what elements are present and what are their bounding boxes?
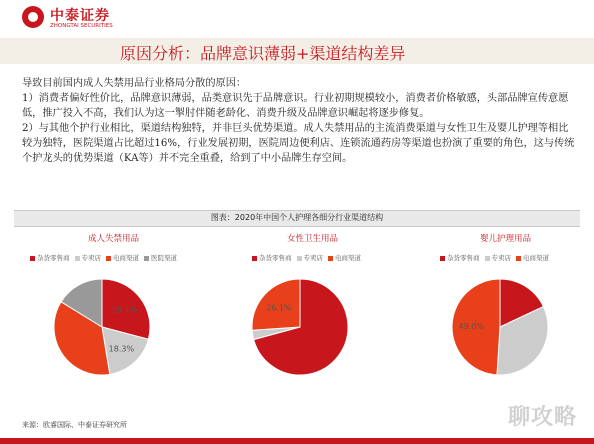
legend-item xyxy=(106,253,139,262)
chart-header xyxy=(14,210,580,227)
intro-paragraph: 导致目前国内成人失禁用品行业格局分散的原因： xyxy=(22,78,247,89)
legend-item xyxy=(485,253,512,262)
legend-swatch xyxy=(144,256,149,261)
legend-swatch xyxy=(252,256,257,261)
pie-1-legend xyxy=(30,253,182,262)
pie-3-title: 婴儿护理用品 xyxy=(480,234,532,244)
legend-label: 电商渠道 xyxy=(523,254,549,262)
legend-swatch xyxy=(328,256,333,261)
brand-name: 中泰证券 xyxy=(50,8,110,24)
legend-label: 医院渠道 xyxy=(151,254,177,262)
legend-swatch xyxy=(75,256,80,261)
point-1-paragraph: 1）消费者偏好性价比，品牌意识薄弱，品类意识先于品牌意识。行业初期规模较小，消费者价格敏感，头部品牌宣传意愿低，推广投入不高，我们认为这一掣肘伴随老龄化、消费升级及品牌意识崛起将逐步修复。 xyxy=(22,93,569,119)
page-title: 原因分析：品牌意识薄弱+渠道结构差异 xyxy=(120,44,406,63)
legend-item xyxy=(328,253,361,262)
pie-1-chart xyxy=(42,267,162,387)
pie-2-title: 女性卫生用品 xyxy=(287,234,339,244)
pie-2-legend xyxy=(252,253,366,262)
point-2-paragraph: 2）与其他个护行业相比，渠道结构独特，并非巨头优势渠道。成人失禁用品的主流消费渠道与女性卫生及婴儿护理等相比较为独特，医院渠道占比超过16%，行业发展初期，医院周边便利店、连锁流通药房等渠道也扮演了重要的角色，这与传统个护龙头的优势渠道（KA等）并不完全重叠，给到了中小品牌生存空间。 xyxy=(22,123,575,164)
legend-swatch xyxy=(485,256,490,261)
legend-item xyxy=(516,253,549,262)
header xyxy=(0,0,594,36)
legend-label: 专卖店 xyxy=(81,254,101,262)
brand-name-en: ZHONGTAI SECURITIES xyxy=(50,23,113,29)
pie-data-label: 29.1% xyxy=(112,305,138,315)
legend-swatch xyxy=(297,256,302,261)
pie-data-label: 26.1% xyxy=(266,303,292,313)
bottom-bar xyxy=(0,438,594,444)
legend-item xyxy=(75,253,102,262)
pie-2-chart xyxy=(240,267,360,387)
legend-item xyxy=(440,253,480,262)
pie-3-chart xyxy=(440,267,560,387)
pie-3-legend xyxy=(440,253,554,262)
legend-item xyxy=(30,253,70,262)
legend-swatch xyxy=(30,256,35,261)
legend-label: 杂货零售商 xyxy=(447,254,480,262)
legend-swatch xyxy=(516,256,521,261)
body-text xyxy=(22,76,578,166)
legend-item xyxy=(252,253,292,262)
pie-data-label: 49.0% xyxy=(458,322,484,332)
source-note: 来源：欧睿国际、中泰证券研究所 xyxy=(22,421,127,429)
legend-swatch xyxy=(106,256,111,261)
legend-label: 杂货零售商 xyxy=(259,254,292,262)
legend-label: 专卖店 xyxy=(491,254,511,262)
legend-label: 电商渠道 xyxy=(113,254,139,262)
title-bar xyxy=(0,38,594,64)
chart-header-text: 图表：2020年中国个人护理各细分行业渠道结构 xyxy=(210,213,384,222)
legend-item xyxy=(144,253,177,262)
legend-label: 杂货零售商 xyxy=(37,254,70,262)
legend-label: 电商渠道 xyxy=(335,254,361,262)
legend-label: 专卖店 xyxy=(303,254,323,262)
brand-logo-icon xyxy=(22,6,44,28)
pie-data-label: 18.3% xyxy=(108,344,135,354)
pie-1-title: 成人失禁用品 xyxy=(88,234,140,244)
legend-item xyxy=(297,253,324,262)
watermark: 聊攻略 xyxy=(508,405,578,430)
legend-swatch xyxy=(440,256,445,261)
